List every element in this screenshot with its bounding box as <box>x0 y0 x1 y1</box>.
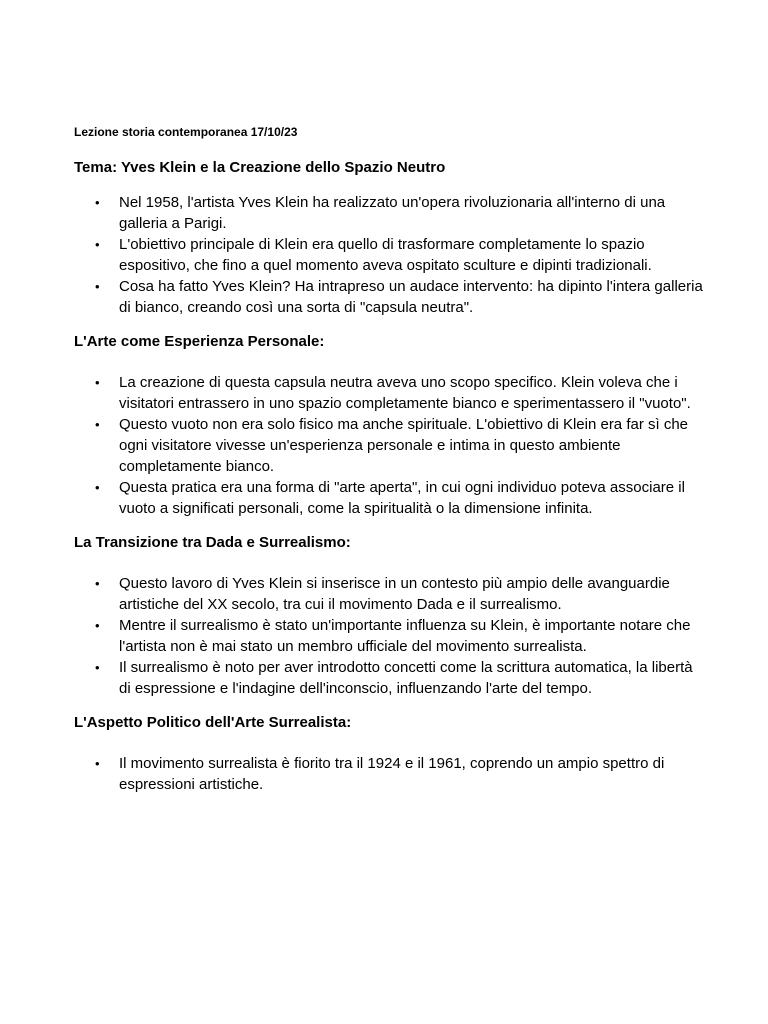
bullet-list <box>74 573 704 699</box>
bullet-icon: • <box>95 756 100 771</box>
bullet-icon: • <box>95 237 100 252</box>
list-item <box>74 192 704 234</box>
bullet-icon: • <box>95 618 100 633</box>
list-item <box>74 372 704 414</box>
list-item <box>74 414 704 477</box>
list-item-text: Mentre il surrealismo è stato un'importante influenza su Klein, è importante notare che l'artista non è mai stato un membro ufficiale del movimento surrealista. <box>119 617 691 655</box>
bullet-icon: • <box>95 279 100 294</box>
bullet-icon: • <box>95 417 100 432</box>
document-body <box>74 124 704 809</box>
bullet-icon: • <box>95 375 100 390</box>
list-item <box>74 477 704 519</box>
bullet-list <box>74 372 704 519</box>
list-item-text: L'obiettivo principale di Klein era quello di trasformare completamente lo spazio espositivo, che fino a quel momento aveva ospitato sculture e dipinti tradizionali. <box>119 236 652 274</box>
bullet-icon: • <box>95 576 100 591</box>
list-item <box>74 573 704 615</box>
list-item-text: La creazione di questa capsula neutra aveva uno scopo specifico. Klein voleva che i visitatori entrassero in uno spazio completamente bianco e sperimentassero il "vuoto". <box>119 374 691 412</box>
list-item-text: Questa pratica era una forma di "arte aperta", in cui ogni individuo poteva associare il vuoto a significati personali, come la spiritualità o la dimensione infinita. <box>119 479 685 517</box>
section-title: Tema: Yves Klein e la Creazione dello Spazio Neutro <box>74 159 446 176</box>
list-item-text: Nel 1958, l'artista Yves Klein ha realizzato un'opera rivoluzionaria all'interno di una galleria a Parigi. <box>119 194 666 232</box>
list-item <box>74 753 704 795</box>
list-item-text: Il surrealismo è noto per aver introdotto concetti come la scrittura automatica, la libertà di espressione e l'indagine dell'inconscio, influenzando l'arte del tempo. <box>119 659 693 697</box>
list-item-text: Cosa ha fatto Yves Klein? Ha intrapreso un audace intervento: ha dipinto l'intera galleria di bianco, creando così una sorta di "capsula neutra". <box>119 278 703 316</box>
list-item <box>74 657 704 699</box>
bullet-icon: • <box>95 195 100 210</box>
bullet-list <box>74 192 704 318</box>
lesson-header: Lezione storia contemporanea 17/10/23 <box>74 125 298 139</box>
bullet-list <box>74 753 704 795</box>
list-item <box>74 276 704 318</box>
list-item <box>74 234 704 276</box>
list-item-text: Questo lavoro di Yves Klein si inserisce in un contesto più ampio delle avanguardie artistiche del XX secolo, tra cui il movimento Dada e il surrealismo. <box>119 575 670 613</box>
section-title: La Transizione tra Dada e Surrealismo: <box>74 534 351 551</box>
bullet-icon: • <box>95 480 100 495</box>
section-title: L'Arte come Esperienza Personale: <box>74 333 325 350</box>
list-item-text: Il movimento surrealista è fiorito tra il 1924 e il 1961, coprendo un ampio spettro di espressioni artistiche. <box>119 755 665 793</box>
list-item-text: Questo vuoto non era solo fisico ma anche spirituale. L'obiettivo di Klein era far sì che ogni visitatore vivesse un'esperienza personale e intima in questo ambiente completamente bianco. <box>119 416 689 475</box>
bullet-icon: • <box>95 660 100 675</box>
list-item <box>74 615 704 657</box>
section-title: L'Aspetto Politico dell'Arte Surrealista: <box>74 714 352 731</box>
